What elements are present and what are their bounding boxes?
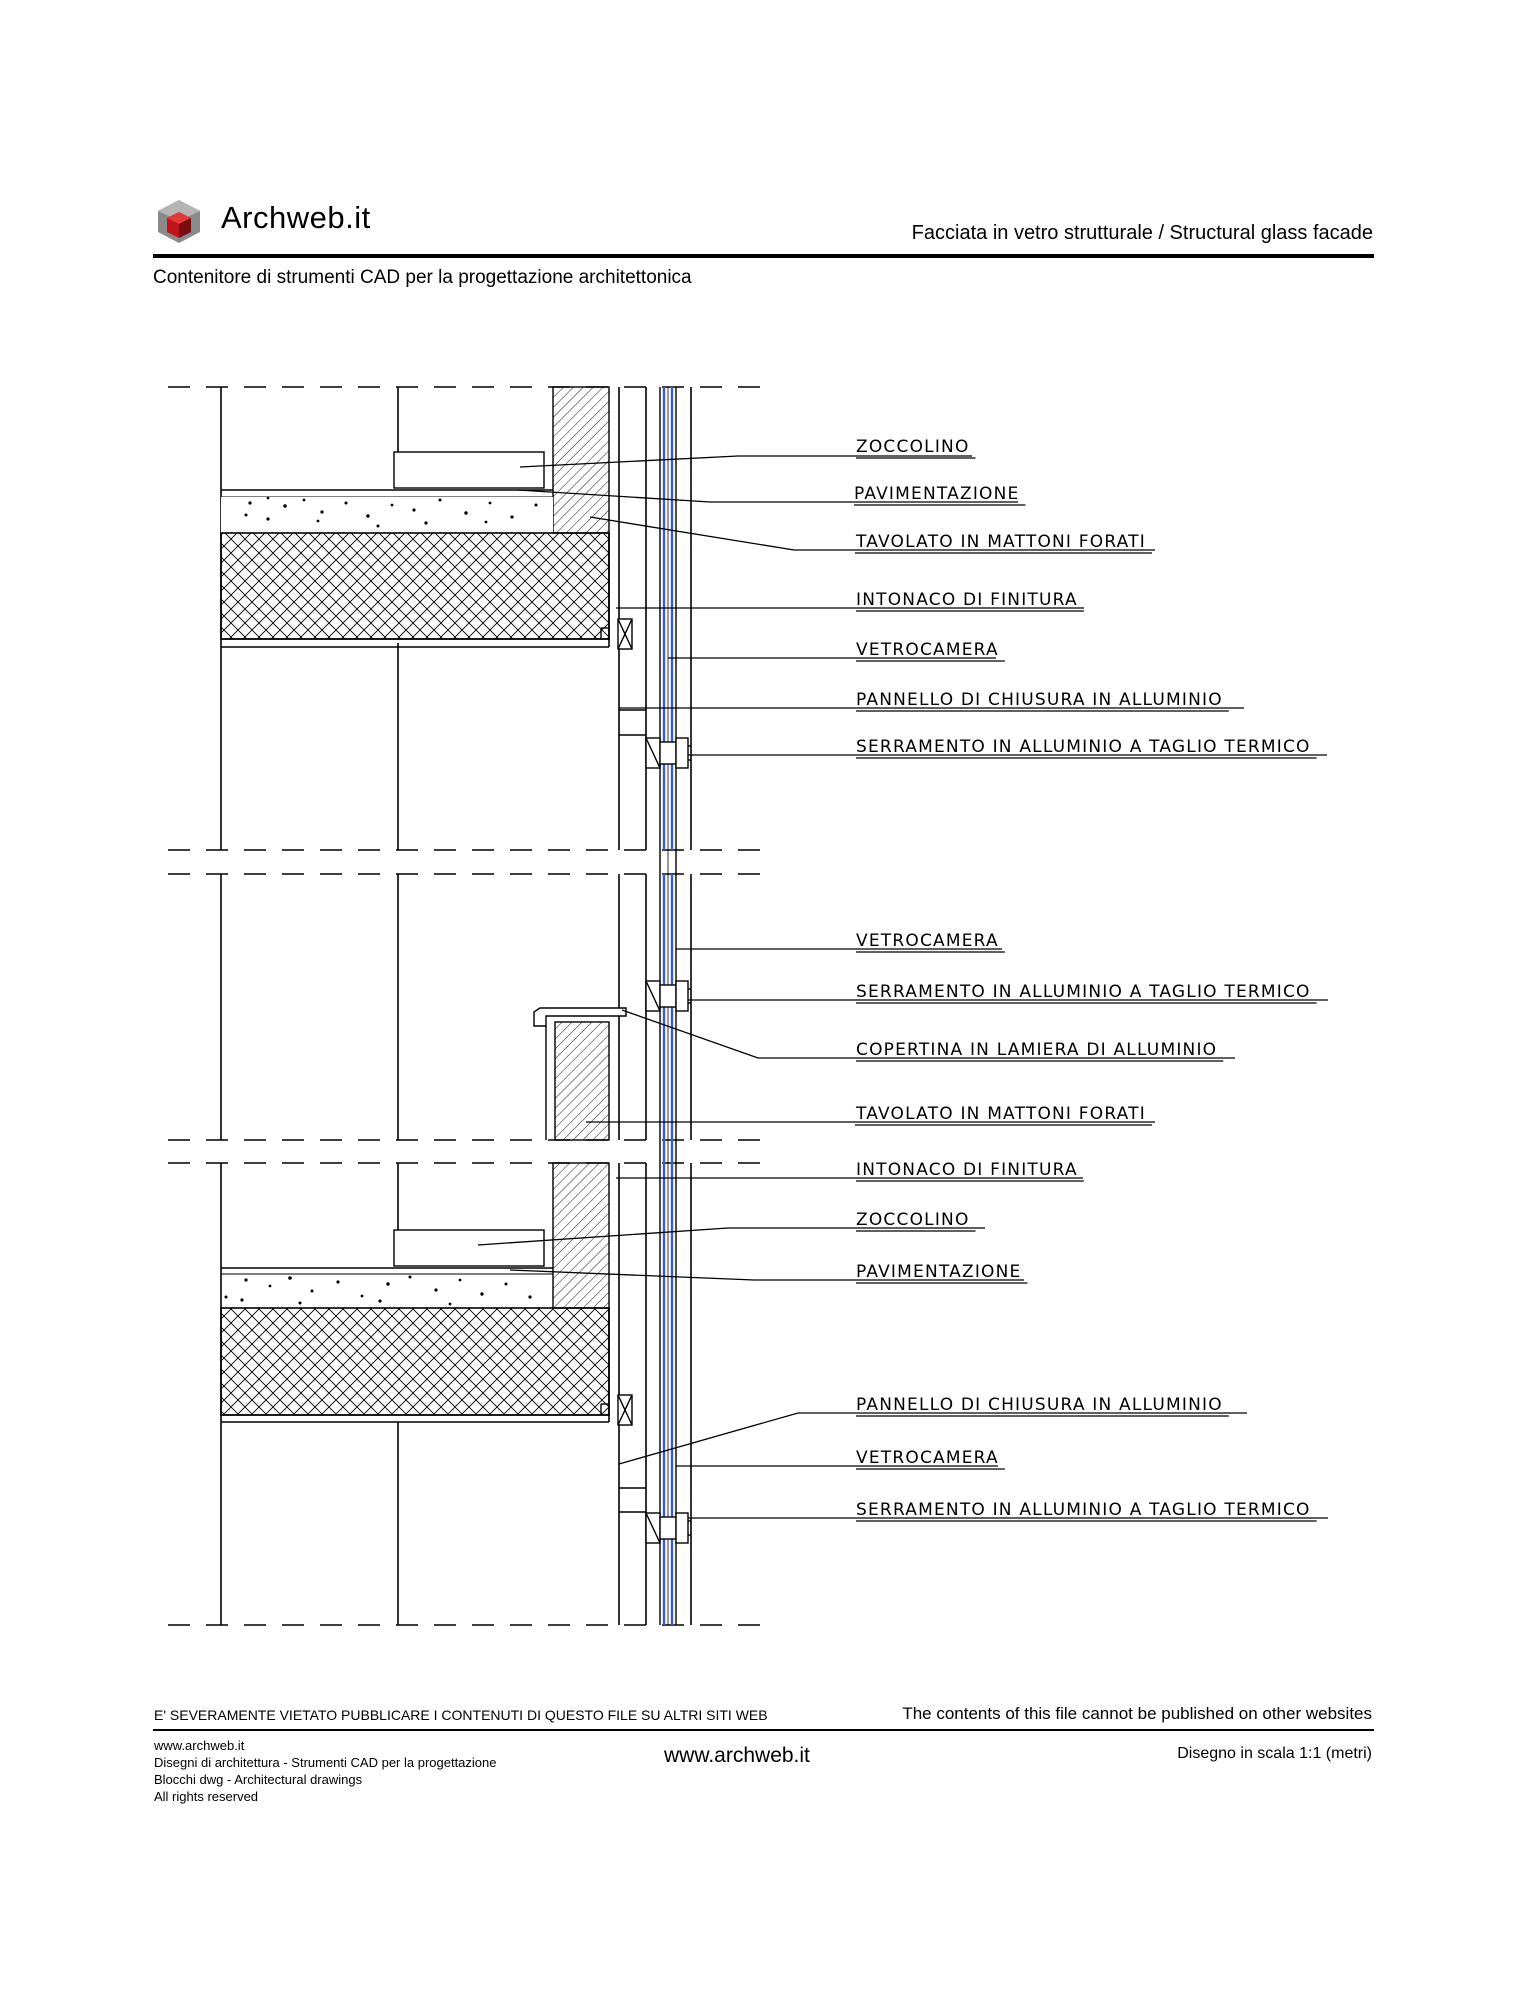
label-vetrocamera-middle: VETROCAMERA bbox=[856, 931, 999, 951]
label-pavimentazione-top: PAVIMENTAZIONE bbox=[854, 484, 1020, 504]
footer-info-line: www.archweb.it bbox=[154, 1738, 245, 1753]
label-pannello-top: PANNELLO DI CHIUSURA IN ALLUMINIO bbox=[856, 690, 1223, 710]
copyright-warning-it: E' SEVERAMENTE VIETATO PUBBLICARE I CONTENUTI DI QUESTO FILE SU ALTRI SITI WEB bbox=[154, 1707, 768, 1723]
slab-upper bbox=[221, 387, 609, 647]
sheet-subtitle: Contenitore di strumenti CAD per la progettazione architettonica bbox=[153, 267, 692, 288]
footer-info-line: All rights reserved bbox=[154, 1789, 259, 1804]
footer-divider bbox=[153, 1729, 1374, 1731]
footer-info-line: Disegni di architettura - Strumenti CAD per la progettazione bbox=[154, 1755, 497, 1770]
label-serramento-top: SERRAMENTO IN ALLUMINIO A TAGLIO TERMICO bbox=[856, 737, 1311, 757]
label-zoccolino-bottom: ZOCCOLINO bbox=[856, 1210, 970, 1230]
label-copertina-middle: COPERTINA IN LAMIERA DI ALLUMINIO bbox=[856, 1040, 1218, 1060]
label-vetrocamera-bottom: VETROCAMERA bbox=[856, 1448, 999, 1468]
label-pannello-bottom: PANNELLO DI CHIUSURA IN ALLUMINIO bbox=[856, 1395, 1223, 1415]
label-vetrocamera-top: VETROCAMERA bbox=[856, 640, 999, 660]
copyright-warning-en: The contents of this file cannot be published on other websites bbox=[902, 1704, 1372, 1723]
label-intonaco-bottom: INTONACO DI FINITURA bbox=[856, 1160, 1078, 1180]
label-serramento-middle: SERRAMENTO IN ALLUMINIO A TAGLIO TERMICO bbox=[856, 982, 1311, 1002]
label-pavimentazione-bottom: PAVIMENTAZIONE bbox=[856, 1262, 1022, 1282]
brand-name: Archweb.it bbox=[221, 200, 371, 235]
labels bbox=[854, 437, 1317, 1521]
label-tavolato-top: TAVOLATO IN MATTONI FORATI bbox=[856, 532, 1146, 552]
panel-brackets bbox=[618, 619, 646, 1512]
drawing-scale: Disegno in scala 1:1 (metri) bbox=[1177, 1745, 1372, 1762]
label-serramento-bottom: SERRAMENTO IN ALLUMINIO A TAGLIO TERMICO bbox=[856, 1500, 1311, 1520]
footer-url: www.archweb.it bbox=[664, 1744, 810, 1767]
label-tavolato-middle: TAVOLATO IN MATTONI FORATI bbox=[856, 1104, 1146, 1124]
label-intonaco-top: INTONACO DI FINITURA bbox=[856, 590, 1078, 610]
label-zoccolino-top: ZOCCOLINO bbox=[856, 437, 970, 457]
slab-lower bbox=[221, 1163, 609, 1422]
sheet-title: Facciata in vetro strutturale / Structural glass facade bbox=[911, 222, 1373, 244]
footer-info-line: Blocchi dwg - Architectural drawings bbox=[154, 1772, 363, 1787]
parapet bbox=[534, 1008, 626, 1140]
